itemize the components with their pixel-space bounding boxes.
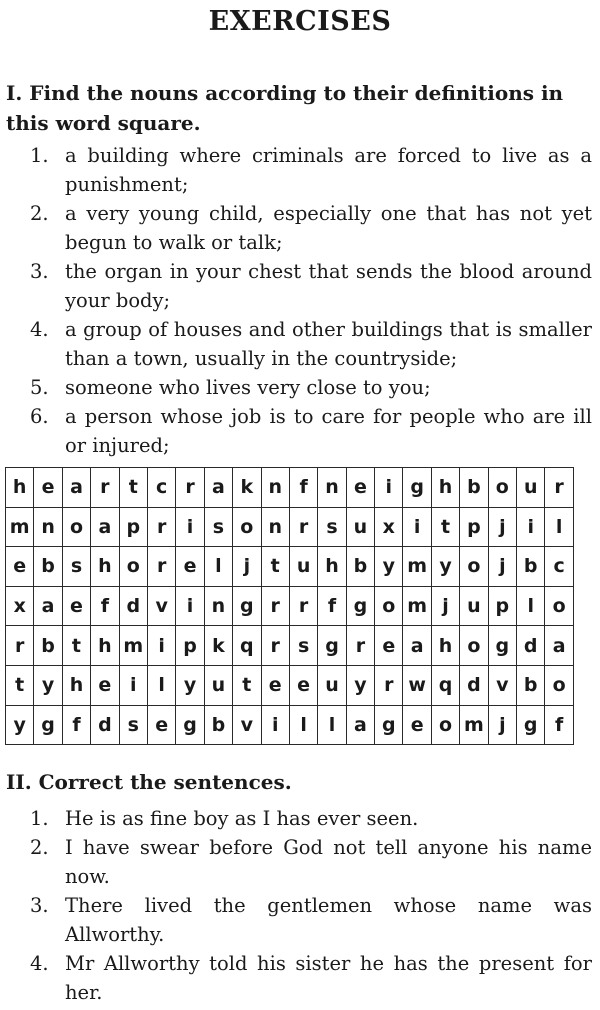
word-square-cell: r	[346, 626, 374, 666]
word-square-cell: d	[517, 626, 545, 666]
word-square-cell: y	[34, 665, 62, 705]
word-square-cell: u	[460, 586, 488, 626]
word-square-cell: d	[91, 705, 119, 745]
item-number: 3.	[30, 260, 49, 283]
word-square-cell: r	[176, 468, 204, 508]
word-square-cell: j	[488, 547, 516, 587]
word-square-cell: y	[176, 665, 204, 705]
word-square-cell: l	[318, 705, 346, 745]
word-square-cell: t	[261, 547, 289, 587]
word-square-cell: o	[431, 705, 459, 745]
item-text: someone who lives very close to you;	[65, 376, 431, 399]
word-square-cell: s	[204, 507, 232, 547]
word-square-cell: r	[375, 665, 403, 705]
word-square-cell: t	[431, 507, 459, 547]
word-square-cell: l	[204, 547, 232, 587]
word-square-cell: c	[545, 547, 573, 587]
word-square-cell: r	[261, 586, 289, 626]
word-square-cell: h	[6, 468, 34, 508]
word-square-cell: j	[488, 705, 516, 745]
word-square-cell: n	[261, 468, 289, 508]
word-square-cell: i	[403, 507, 431, 547]
word-square-cell: u	[346, 507, 374, 547]
word-square-cell: g	[176, 705, 204, 745]
word-square-cell: x	[375, 507, 403, 547]
word-square-cell: o	[545, 586, 573, 626]
word-square-cell: f	[91, 586, 119, 626]
word-square-cell: a	[34, 586, 62, 626]
word-square-cell: m	[403, 586, 431, 626]
word-square-cell: g	[488, 626, 516, 666]
word-square-cell: x	[6, 586, 34, 626]
word-square-cell: f	[318, 586, 346, 626]
word-square-cell: f	[62, 705, 90, 745]
section-1-definitions	[0, 141, 600, 460]
item-text: Mr Allworthy told his sister he has the present for her.	[65, 952, 592, 1004]
word-square-cell: l	[147, 665, 175, 705]
word-square-cell: r	[91, 468, 119, 508]
item-text: There lived the gentlemen whose name was Allworthy.	[65, 894, 592, 946]
word-square-cell: d	[119, 586, 147, 626]
word-square-cell: o	[488, 468, 516, 508]
word-square-cell: e	[62, 586, 90, 626]
item-number: 6.	[30, 405, 49, 428]
word-square-cell: s	[289, 626, 317, 666]
word-square-cell: y	[346, 665, 374, 705]
word-square-cell: e	[6, 547, 34, 587]
item-number: 1.	[30, 807, 49, 830]
word-square-cell: s	[62, 547, 90, 587]
word-square-cell: o	[375, 586, 403, 626]
word-square-cell: n	[318, 468, 346, 508]
word-square-cell: k	[233, 468, 261, 508]
word-square-row	[6, 665, 574, 705]
item-number: 3.	[30, 894, 49, 917]
item-text: a building where criminals are forced to live as a punishment;	[65, 144, 592, 196]
page-title: EXERCISES	[208, 6, 392, 37]
sentence-item	[0, 891, 600, 949]
word-square-cell: e	[176, 547, 204, 587]
word-square-cell: h	[91, 547, 119, 587]
definition-item	[0, 373, 600, 402]
word-square-cell: v	[233, 705, 261, 745]
word-square-cell: m	[403, 547, 431, 587]
word-square-cell: a	[545, 626, 573, 666]
word-square-cell: r	[545, 468, 573, 508]
word-square-cell: i	[261, 705, 289, 745]
word-square-cell: l	[517, 586, 545, 626]
section-1-heading: I. Find the nouns according to their definitions in this word square.	[6, 81, 564, 135]
word-square-cell: s	[318, 507, 346, 547]
word-square-cell: o	[62, 507, 90, 547]
word-square-cell: t	[233, 665, 261, 705]
word-square-cell: g	[346, 586, 374, 626]
definition-item	[0, 257, 600, 315]
word-square-cell: e	[261, 665, 289, 705]
word-square-cell: a	[204, 468, 232, 508]
word-square-cell: s	[119, 705, 147, 745]
sentence-item	[0, 949, 600, 1007]
item-number: 4.	[30, 952, 49, 975]
word-square-cell: p	[176, 626, 204, 666]
word-square-cell: o	[119, 547, 147, 587]
word-square-cell: g	[233, 586, 261, 626]
definition-item	[0, 402, 600, 460]
word-square-cell: h	[431, 468, 459, 508]
word-square-cell: p	[119, 507, 147, 547]
word-square-cell: b	[517, 547, 545, 587]
word-square-cell: r	[289, 507, 317, 547]
word-square-cell: b	[204, 705, 232, 745]
word-square-cell: i	[176, 586, 204, 626]
item-text: the organ in your chest that sends the blood around your body;	[65, 260, 592, 312]
word-square-cell: n	[204, 586, 232, 626]
word-square-cell: b	[460, 468, 488, 508]
word-square-row	[6, 547, 574, 587]
section-2-heading: II. Correct the sentences.	[6, 770, 292, 794]
word-square-row	[6, 586, 574, 626]
word-square-cell: u	[204, 665, 232, 705]
word-square-cell: l	[545, 507, 573, 547]
word-square-cell: k	[204, 626, 232, 666]
word-square-cell: g	[34, 705, 62, 745]
word-square-cell: h	[318, 547, 346, 587]
word-square-cell: l	[289, 705, 317, 745]
word-square-cell: t	[62, 626, 90, 666]
word-square-cell: j	[488, 507, 516, 547]
word-square-cell: e	[403, 705, 431, 745]
word-square-cell: g	[403, 468, 431, 508]
item-number: 1.	[30, 144, 49, 167]
word-square-cell: f	[289, 468, 317, 508]
definition-item	[0, 315, 600, 373]
word-square-cell: i	[517, 507, 545, 547]
word-square-cell: p	[488, 586, 516, 626]
item-text: a very young child, especially one that has not yet begun to walk or talk;	[65, 202, 592, 254]
word-square-cell: r	[147, 547, 175, 587]
word-square-cell: m	[6, 507, 34, 547]
section-2-sentences	[0, 804, 600, 1007]
sentence-item	[0, 833, 600, 891]
word-square-cell: n	[34, 507, 62, 547]
word-square-cell: h	[91, 626, 119, 666]
word-square-cell: i	[375, 468, 403, 508]
word-square-cell: r	[6, 626, 34, 666]
word-square-cell: q	[233, 626, 261, 666]
word-square-cell: b	[517, 665, 545, 705]
word-square-cell: r	[289, 586, 317, 626]
word-square-cell: n	[261, 507, 289, 547]
word-square-cell: d	[460, 665, 488, 705]
word-square-cell: i	[176, 507, 204, 547]
word-square-cell: u	[318, 665, 346, 705]
word-square-cell: a	[403, 626, 431, 666]
word-square-cell: o	[460, 626, 488, 666]
item-number: 2.	[30, 202, 49, 225]
word-square-cell: t	[6, 665, 34, 705]
word-square-cell: c	[147, 468, 175, 508]
item-text: a group of houses and other buildings that is smaller than a town, usually in the countryside;	[65, 318, 592, 370]
word-square-cell: b	[34, 626, 62, 666]
word-square-row	[6, 468, 574, 508]
word-square-cell: j	[233, 547, 261, 587]
word-square-cell: u	[517, 468, 545, 508]
word-square-cell: a	[62, 468, 90, 508]
item-text: a person whose job is to care for people who are ill or injured;	[65, 405, 592, 457]
word-square-cell: v	[147, 586, 175, 626]
word-square-cell: y	[375, 547, 403, 587]
item-number: 5.	[30, 376, 49, 399]
word-square-cell: m	[460, 705, 488, 745]
word-square-cell: o	[460, 547, 488, 587]
word-square-cell: r	[261, 626, 289, 666]
word-square-cell: g	[517, 705, 545, 745]
word-square-cell: e	[375, 626, 403, 666]
word-square-row	[6, 705, 574, 745]
word-square-cell: b	[34, 547, 62, 587]
word-square-cell: r	[147, 507, 175, 547]
word-square-cell: q	[431, 665, 459, 705]
word-square-cell: e	[289, 665, 317, 705]
word-square-cell: e	[91, 665, 119, 705]
item-text: He is as fine boy as I has ever seen.	[65, 807, 419, 830]
word-square-cell: e	[147, 705, 175, 745]
word-square-cell: w	[403, 665, 431, 705]
word-square-cell: m	[119, 626, 147, 666]
word-square-cell: j	[431, 586, 459, 626]
word-square-cell: f	[545, 705, 573, 745]
item-number: 2.	[30, 836, 49, 859]
item-text: I have swear before God not tell anyone his name now.	[65, 836, 592, 888]
word-square-cell: o	[545, 665, 573, 705]
word-square-row	[6, 507, 574, 547]
definition-item	[0, 141, 600, 199]
item-number: 4.	[30, 318, 49, 341]
word-square-cell: y	[431, 547, 459, 587]
sentence-item	[0, 804, 600, 833]
word-square-cell: u	[289, 547, 317, 587]
word-square	[5, 467, 574, 745]
word-square-cell: a	[91, 507, 119, 547]
word-square-cell: b	[346, 547, 374, 587]
word-square-cell: e	[34, 468, 62, 508]
definition-item	[0, 199, 600, 257]
word-square-cell: h	[431, 626, 459, 666]
word-square-row	[6, 626, 574, 666]
word-square-cell: h	[62, 665, 90, 705]
word-square-cell: i	[147, 626, 175, 666]
word-square-cell: t	[119, 468, 147, 508]
word-square-cell: o	[233, 507, 261, 547]
word-square-cell: a	[346, 705, 374, 745]
word-square-cell: v	[488, 665, 516, 705]
word-square-cell: e	[346, 468, 374, 508]
word-square-cell: g	[318, 626, 346, 666]
word-square-cell: i	[119, 665, 147, 705]
word-square-cell: p	[460, 507, 488, 547]
word-square-cell: g	[375, 705, 403, 745]
word-square-cell: y	[6, 705, 34, 745]
